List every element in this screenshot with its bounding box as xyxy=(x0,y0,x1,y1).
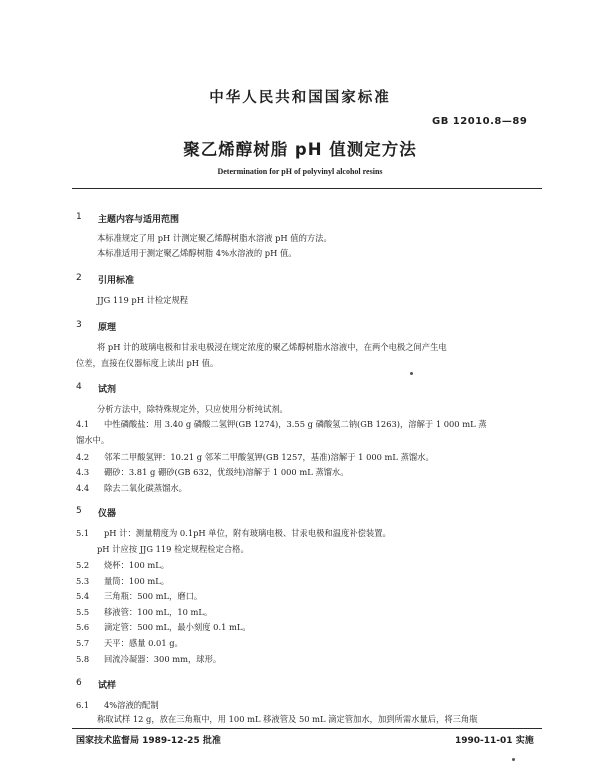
section-number: 3 xyxy=(76,320,82,330)
item-text: 移液管：100 mL，10 mL。 xyxy=(104,607,213,617)
item-text: 滴定管：500 mL，最小刻度 0.1 mL。 xyxy=(104,622,251,632)
item-text: 三角瓶：500 mL，磨口。 xyxy=(104,591,203,601)
scan-speck xyxy=(512,758,515,761)
item-continuation: pH 计应按 JJG 119 检定规程检定合格。 xyxy=(97,544,249,554)
section-3-line-2: 位差，直接在仪器标度上读出 pH 值。 xyxy=(76,358,219,368)
section-number: 5 xyxy=(76,506,82,516)
section-title: 主题内容与适用范围 xyxy=(98,215,180,225)
section-title: 引用标准 xyxy=(98,276,135,286)
item-text: 4%溶液的配制 xyxy=(104,700,159,710)
item-number: 4.3 xyxy=(76,467,90,477)
section-number: 4 xyxy=(76,382,82,392)
section-1-line-1: 本标准规定了用 pH 计测定聚乙烯醇树脂水溶液 pH 值的方法。 xyxy=(97,233,332,243)
item-text: 天平：感量 0.01 g。 xyxy=(104,638,183,648)
header-rule xyxy=(72,188,542,189)
section-title: 原理 xyxy=(98,323,117,333)
scan-speck xyxy=(410,372,413,375)
item-number: 5.6 xyxy=(76,622,90,632)
section-number: 1 xyxy=(76,212,82,222)
section-4-intro: 分析方法中，除特殊规定外，只应使用分析纯试剂。 xyxy=(97,404,288,414)
section-title: 试剂 xyxy=(98,385,117,395)
standard-code: GB 12010.8—89 xyxy=(432,116,528,127)
item-text: 除去二氧化碳蒸馏水。 xyxy=(104,483,187,493)
item-text: 回流冷凝器：300 mm，球形。 xyxy=(104,654,222,664)
item-continuation: 馏水中。 xyxy=(76,435,110,445)
item-number: 5.7 xyxy=(76,638,90,648)
standard-org-title: 中华人民共和国国家标准 xyxy=(209,90,391,106)
document-title: 聚乙烯醇树脂 pH 值测定方法 xyxy=(183,140,417,159)
section-3-line-1: 将 pH 计的玻璃电极和甘汞电极浸在规定浓度的聚乙烯醇树脂水溶液中，在两个电极之间产生电 xyxy=(97,342,447,352)
section-title: 试样 xyxy=(98,681,117,691)
item-number: 4.1 xyxy=(76,419,90,429)
footer-rule xyxy=(72,728,542,729)
item-number: 5.4 xyxy=(76,591,90,601)
item-number: 4.4 xyxy=(76,483,90,493)
item-text: 烧杯：100 mL。 xyxy=(104,560,170,570)
section-number: 6 xyxy=(76,678,82,688)
item-text: 中性磷酸盐：用 3.40 g 磷酸二氢钾(GB 1274)，3.55 g 磷酸氢二钠(GB 1263)，溶解于 1 000 mL 蒸 xyxy=(104,419,487,429)
item-text: 量筒：100 mL。 xyxy=(104,576,170,586)
implementation-date: 1990-11-01 实施 xyxy=(455,736,534,746)
item-number: 5.2 xyxy=(76,560,90,570)
section-1-line-2: 本标准适用于测定聚乙烯醇树脂 4%水溶液的 pH 值。 xyxy=(97,248,297,258)
approval-line: 国家技术监督局 1989-12-25 批准 xyxy=(76,736,221,746)
item-text: pH 计：测量精度为 0.1pH 单位，附有玻璃电极、甘汞电极和温度补偿装置。 xyxy=(104,528,391,538)
item-number: 5.8 xyxy=(76,654,90,664)
item-text: 邻苯二甲酸氢钾：10.21 g 邻苯二甲酸氢钾(GB 1257，基准)溶解于 1 000 mL 蒸馏水。 xyxy=(104,452,434,462)
item-number: 5.3 xyxy=(76,576,90,586)
section-number: 2 xyxy=(76,273,82,283)
document-title-english: Determination for pH of polyvinyl alcohol resins xyxy=(217,167,383,176)
item-number: 5.1 xyxy=(76,528,90,538)
section-title: 仪器 xyxy=(98,509,117,519)
item-number: 6.1 xyxy=(76,700,90,710)
item-number: 4.2 xyxy=(76,452,90,462)
item-continuation: 称取试样 12 g，放在三角瓶中，用 100 mL 移液管及 50 mL 滴定管加水，加到所需水量后，将三角瓶 xyxy=(97,714,478,724)
item-number: 5.5 xyxy=(76,607,90,617)
section-2-line-1: JJG 119 pH 计检定规程 xyxy=(97,295,189,305)
item-text: 硼砂：3.81 g 硼砂(GB 632，优级纯)溶解于 1 000 mL 蒸馏水。 xyxy=(104,467,349,477)
